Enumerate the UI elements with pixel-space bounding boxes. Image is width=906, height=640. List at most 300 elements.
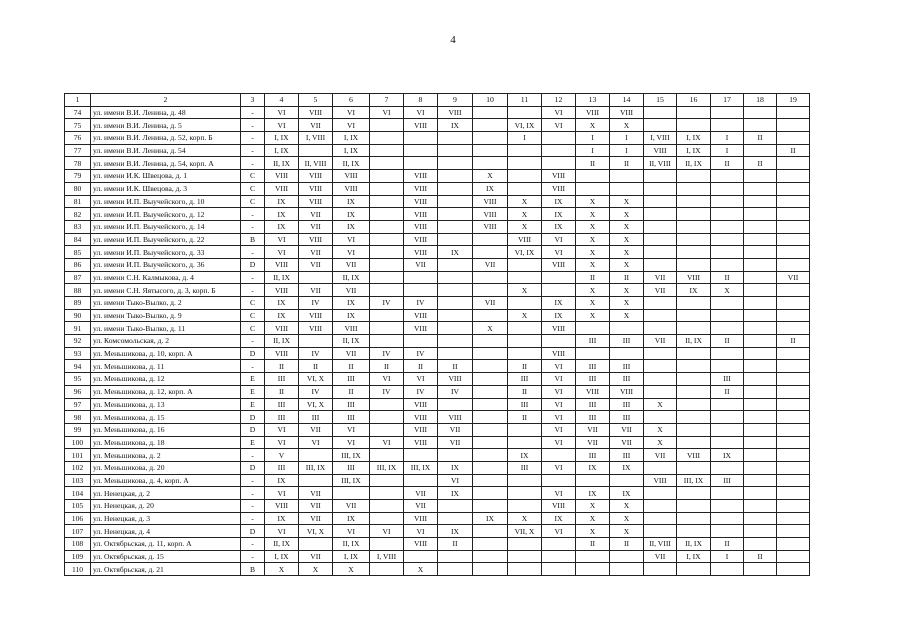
table-cell [370,398,404,411]
table-cell: VII [333,500,370,513]
table-cell [677,500,711,513]
table-cell [744,233,777,246]
table-cell: VI [333,423,370,436]
table-cell [404,474,438,487]
table-cell: IV [404,347,438,360]
address-cell: ул. Ненецкая, д. 2 [91,487,241,500]
table-cell: IX [542,208,576,221]
table-cell [370,538,404,551]
table-cell [473,360,508,373]
table-cell: X [333,563,370,576]
table-cell [777,449,810,462]
table-cell: III [576,373,610,386]
table-cell: X [610,220,644,233]
table-cell: VI, IX [508,119,542,132]
table-row [65,271,810,284]
table-cell [777,297,810,310]
table-cell: VIII [473,195,508,208]
table-cell [777,106,810,119]
table-cell: VI [333,233,370,246]
table-cell: II, IX [677,157,711,170]
table-cell [777,461,810,474]
table-cell: VI [265,119,299,132]
table-cell: II, IX [333,157,370,170]
address-cell: ул. Меньшикова, д. 15 [91,411,241,424]
row-number: 81 [65,195,91,208]
table-row [65,182,810,195]
table-cell: II [744,550,777,563]
table-row [65,132,810,145]
table-cell: VIII [542,258,576,271]
table-cell [744,284,777,297]
table-cell [508,538,542,551]
table-cell: X [610,297,644,310]
table-cell: II [777,335,810,348]
table-cell: VI [299,436,333,449]
table-cell: I [576,144,610,157]
table-cell: X [508,208,542,221]
table-cell [370,500,404,513]
table-cell: IV [404,385,438,398]
table-cell: II [711,157,744,170]
table-cell [744,373,777,386]
table-cell [677,398,711,411]
row-number: 78 [65,157,91,170]
table-cell: VIII [404,398,438,411]
table-cell: II [438,360,473,373]
table-row [65,398,810,411]
table-cell [508,322,542,335]
table-row [65,195,810,208]
table-cell [777,119,810,132]
table-cell: VII [644,335,677,348]
table-cell: X [576,119,610,132]
table-cell: X [576,525,610,538]
table-cell [508,258,542,271]
table-cell: IV [438,385,473,398]
table-cell [644,347,677,360]
table-cell [744,144,777,157]
table-cell [744,385,777,398]
table-cell [677,461,711,474]
table-cell: VIII [404,246,438,259]
table-cell [542,271,576,284]
table-cell: VIII [576,385,610,398]
table-cell: III, IX [333,449,370,462]
table-cell [711,322,744,335]
table-cell [644,182,677,195]
table-cell [744,512,777,525]
table-cell: VI [333,106,370,119]
table-cell: I, IX [677,144,711,157]
table-cell: II [576,157,610,170]
table-cell: II, VIII [644,157,677,170]
table-cell: VIII [576,106,610,119]
table-cell [711,297,744,310]
table-cell: IX [438,525,473,538]
table-cell [777,182,810,195]
table-cell [610,474,644,487]
table-cell: III [711,373,744,386]
table-cell: VIII [265,182,299,195]
table-cell: IX [438,246,473,259]
table-row [65,500,810,513]
table-cell: III [576,411,610,424]
table-cell [610,550,644,563]
table-cell: I [711,550,744,563]
table-cell: IV [299,347,333,360]
table-cell: VIII [473,208,508,221]
table-cell: IX [265,309,299,322]
table-cell: IX [508,449,542,462]
table-cell: VIII [404,182,438,195]
table-cell [473,246,508,259]
row-number: 74 [65,106,91,119]
table-cell [744,208,777,221]
table-cell [473,309,508,322]
table-cell: - [241,449,265,462]
table-cell [744,538,777,551]
table-cell: IX [473,182,508,195]
table-cell [644,411,677,424]
table-cell [576,182,610,195]
table-cell: X [610,233,644,246]
table-row [65,258,810,271]
table-cell [542,474,576,487]
table-cell: - [241,157,265,170]
row-number: 76 [65,132,91,145]
table-row [65,106,810,119]
table-cell [473,538,508,551]
table-cell: X [644,436,677,449]
table-row [65,335,810,348]
table-cell [370,335,404,348]
header-cell: 2 [91,94,241,107]
table-cell [404,335,438,348]
table-cell: VII [299,500,333,513]
table-cell: X [610,258,644,271]
table-cell: I [508,132,542,145]
table-cell [438,132,473,145]
table-cell [370,563,404,576]
table-cell: - [241,474,265,487]
table-cell: VIII [438,373,473,386]
row-number: 90 [65,309,91,322]
table-cell [711,309,744,322]
table-cell: X [576,246,610,259]
address-cell: ул. имени И.П. Выучейского, д. 14 [91,220,241,233]
row-number: 87 [65,271,91,284]
address-cell: ул. Меньшикова, д. 2 [91,449,241,462]
table-cell: II [265,385,299,398]
table-cell: VI, X [299,525,333,538]
table-cell: VIII [404,436,438,449]
table-cell: - [241,335,265,348]
table-cell: IX [265,208,299,221]
table-cell [370,157,404,170]
table-cell: III [576,449,610,462]
table-cell: IX [610,487,644,500]
table-cell [677,246,711,259]
table-cell: - [241,550,265,563]
row-number: 109 [65,550,91,563]
table-cell [508,271,542,284]
table-cell: VIII [265,258,299,271]
table-cell: X [299,563,333,576]
table-cell [711,233,744,246]
table-cell: VI [333,119,370,132]
address-cell: ул. имени И.П. Выучейского, д. 12 [91,208,241,221]
header-cell: 18 [744,94,777,107]
table-cell: III [508,373,542,386]
row-number: 97 [65,398,91,411]
table-cell: VII [333,258,370,271]
header-cell: 9 [438,94,473,107]
table-cell: IX [576,487,610,500]
table-cell: - [241,106,265,119]
table-cell: VIII [404,322,438,335]
table-cell [610,347,644,360]
table-row [65,220,810,233]
table-cell [370,220,404,233]
table-cell [438,449,473,462]
table-cell [370,208,404,221]
table-row [65,347,810,360]
table-cell [644,170,677,183]
table-cell: I, IX [265,144,299,157]
table-cell: II [508,360,542,373]
table-cell [711,258,744,271]
table-cell [744,271,777,284]
table-cell: IX [438,461,473,474]
table-cell [610,322,644,335]
table-cell [744,461,777,474]
table-cell [744,106,777,119]
table-cell [473,157,508,170]
table-cell [644,208,677,221]
table-cell: X [473,170,508,183]
table-cell: X [610,246,644,259]
table-cell: B [241,233,265,246]
row-number: 107 [65,525,91,538]
table-cell [299,449,333,462]
table-cell: VI [333,246,370,259]
table-cell [777,423,810,436]
table-cell: IX [333,512,370,525]
table-cell [711,170,744,183]
table-cell: II [370,360,404,373]
table-cell [777,309,810,322]
table-cell: VIII [265,500,299,513]
table-cell [644,500,677,513]
table-cell: II [711,335,744,348]
table-cell: III [333,461,370,474]
table-cell [677,297,711,310]
table-cell: X [610,119,644,132]
table-cell: III [333,398,370,411]
table-cell: X [508,220,542,233]
table-cell: E [241,373,265,386]
table-cell [711,208,744,221]
table-cell [644,220,677,233]
table-row [65,373,810,386]
table-cell [508,157,542,170]
table-cell: VI [542,233,576,246]
table-cell: X [576,195,610,208]
table-cell: VIII [265,347,299,360]
row-number: 104 [65,487,91,500]
header-cell: 17 [711,94,744,107]
table-cell [404,550,438,563]
table-cell: IX [677,284,711,297]
row-number: 98 [65,411,91,424]
table-cell [777,398,810,411]
table-cell: IX [333,208,370,221]
table-cell: VIII [404,208,438,221]
table-cell [508,550,542,563]
row-number: 108 [65,538,91,551]
table-cell [370,195,404,208]
table-cell: VI [370,525,404,538]
table-cell: IX [265,512,299,525]
table-cell: X [576,512,610,525]
table-cell: I, VIII [644,132,677,145]
table-cell [508,500,542,513]
table-cell [438,144,473,157]
table-cell [473,500,508,513]
table-cell: VIII [644,144,677,157]
table-cell: IV [299,385,333,398]
table-cell [711,461,744,474]
table-cell [677,385,711,398]
table-cell [438,500,473,513]
table-cell: VI [370,373,404,386]
table-cell: VIII [404,309,438,322]
table-cell: II [265,360,299,373]
table-cell: III, IX [299,461,333,474]
table-cell [370,132,404,145]
table-cell [473,119,508,132]
table-cell: X [508,195,542,208]
row-number: 99 [65,423,91,436]
table-cell: VI [542,461,576,474]
table-cell [711,512,744,525]
table-cell: III [333,411,370,424]
table-cell: VIII [542,322,576,335]
table-cell: VI [265,525,299,538]
table-row [65,309,810,322]
header-row [65,94,810,107]
table-cell: VI [542,436,576,449]
table-cell: VIII [610,385,644,398]
row-number: 101 [65,449,91,462]
table-cell: II, IX [333,335,370,348]
table-cell: X [576,309,610,322]
table-cell: IX [333,309,370,322]
table-cell [370,512,404,525]
table-cell: II [576,271,610,284]
table-cell [711,500,744,513]
table-cell: VIII [265,284,299,297]
table-cell: III [711,474,744,487]
table-cell [438,195,473,208]
table-cell [542,284,576,297]
table-cell: VIII [299,106,333,119]
table-cell [677,512,711,525]
address-cell: ул. Комсомольская, д. 2 [91,335,241,348]
table-cell: - [241,538,265,551]
table-cell [744,297,777,310]
table-cell: VI [542,487,576,500]
table-cell: VII [610,423,644,436]
table-cell: IX [542,297,576,310]
table-cell [777,170,810,183]
table-cell: VII [576,436,610,449]
table-cell [777,258,810,271]
table-cell [438,182,473,195]
table-cell: II [744,132,777,145]
table-cell: III [508,398,542,411]
table-cell: VIII [404,423,438,436]
table-cell [744,436,777,449]
address-cell: ул. имени И.П. Выучейского, д. 22 [91,233,241,246]
table-cell [508,423,542,436]
table-cell [438,550,473,563]
address-cell: ул. Ненецкая, д. 20 [91,500,241,513]
table-cell [404,271,438,284]
table-cell [744,322,777,335]
address-cell: ул. Меньшикова, д. 18 [91,436,241,449]
table-cell [777,563,810,576]
table-cell: VIII [404,195,438,208]
table-cell: IX [265,297,299,310]
table-row [65,144,810,157]
row-number: 80 [65,182,91,195]
table-cell [711,347,744,360]
table-cell [744,220,777,233]
table-cell: III [265,373,299,386]
table-cell [473,106,508,119]
table-cell [542,449,576,462]
table-cell: II, IX [677,335,711,348]
table-cell [370,246,404,259]
table-cell: - [241,271,265,284]
table-cell [777,284,810,297]
table-cell [438,157,473,170]
table-cell: VII [299,119,333,132]
table-cell [677,360,711,373]
table-cell: VII [610,436,644,449]
row-number: 103 [65,474,91,487]
row-number: 75 [65,119,91,132]
table-cell: IX [333,220,370,233]
table-cell: - [241,119,265,132]
table-cell [677,106,711,119]
table-cell [711,525,744,538]
header-cell: 6 [333,94,370,107]
table-cell: VII [333,284,370,297]
table-cell: III [610,449,644,462]
table-cell: VIII [299,195,333,208]
table-cell [777,411,810,424]
table-cell [744,563,777,576]
table-cell: C [241,297,265,310]
table-cell [438,335,473,348]
table-cell [711,398,744,411]
table-cell: II [610,157,644,170]
header-cell: 4 [265,94,299,107]
table-cell: VI [265,233,299,246]
